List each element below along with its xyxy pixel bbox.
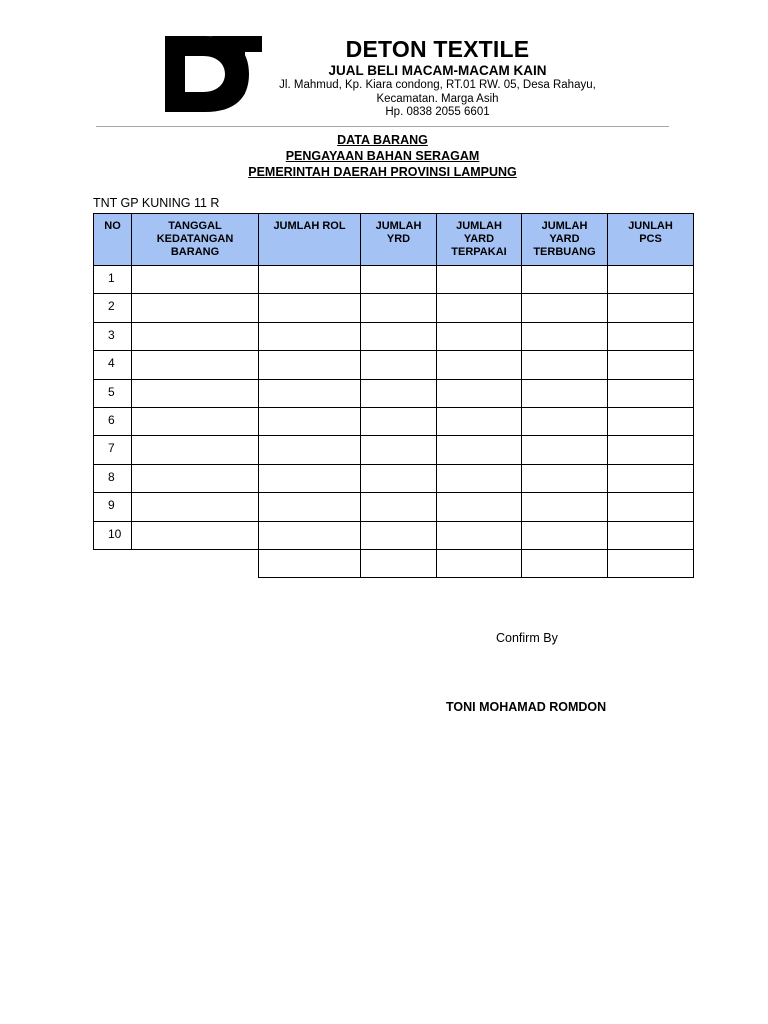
table-cell <box>607 521 694 550</box>
table-cell <box>131 265 259 294</box>
table-cell <box>607 379 694 408</box>
address-line-1: Jl. Mahmud, Kp. Kiara condong, RT.01 RW. 05, Desa Rahayu, <box>279 79 596 91</box>
row-number-cell: 3 <box>93 322 132 351</box>
table-cell <box>360 293 437 322</box>
table-cell <box>521 379 608 408</box>
table-cell <box>258 265 361 294</box>
table-cell <box>607 435 694 464</box>
table-cell <box>436 379 522 408</box>
row-number-cell: 2 <box>93 293 132 322</box>
column-header: JUMLAH YARD TERBUANG <box>521 213 608 266</box>
row-number-cell: 9 <box>93 492 132 521</box>
header-divider <box>96 126 669 127</box>
column-header: JUMLAH YRD <box>360 213 437 266</box>
table-cell <box>360 322 437 351</box>
row-number-cell: 7 <box>93 435 132 464</box>
column-header: JUNLAH PCS <box>607 213 694 266</box>
table-cell <box>258 492 361 521</box>
column-header: JUMLAH ROL <box>258 213 361 266</box>
total-cell <box>360 549 437 578</box>
column-header: JUMLAH YARD TERPAKAI <box>436 213 522 266</box>
item-code: TNT GP KUNING 11 R <box>93 196 220 210</box>
table-cell <box>131 492 259 521</box>
table-cell <box>258 350 361 379</box>
table-cell <box>521 407 608 436</box>
table-cell <box>360 265 437 294</box>
table-cell <box>258 322 361 351</box>
table-cell <box>521 435 608 464</box>
table-cell <box>131 293 259 322</box>
table-cell <box>436 407 522 436</box>
table-cell <box>258 435 361 464</box>
table-cell <box>521 265 608 294</box>
phone-number: Hp. 0838 2055 6601 <box>385 106 490 118</box>
company-name: DETON TEXTILE <box>345 36 530 62</box>
company-tagline: JUAL BELI MACAM-MACAM KAIN <box>328 63 547 78</box>
table-cell <box>607 322 694 351</box>
table-cell <box>436 492 522 521</box>
table-cell <box>360 407 437 436</box>
title-line-3: PEMERINTAH DAERAH PROVINSI LAMPUNG <box>248 165 517 179</box>
table-cell <box>521 464 608 493</box>
table-cell <box>607 265 694 294</box>
table-cell <box>360 435 437 464</box>
table-cell <box>131 435 259 464</box>
table-cell <box>131 322 259 351</box>
total-cell <box>607 549 694 578</box>
row-number-cell: 6 <box>93 407 132 436</box>
table-cell <box>360 492 437 521</box>
table-cell <box>258 407 361 436</box>
table-cell <box>360 379 437 408</box>
table-cell <box>607 464 694 493</box>
table-cell <box>607 492 694 521</box>
document-titles <box>96 132 669 180</box>
table-cell <box>258 464 361 493</box>
table-cell <box>131 350 259 379</box>
table-cell <box>436 435 522 464</box>
table-cell <box>521 293 608 322</box>
table-cell <box>607 293 694 322</box>
table-cell <box>607 407 694 436</box>
table-cell <box>436 464 522 493</box>
row-number-cell: 8 <box>93 464 132 493</box>
table-cell <box>521 322 608 351</box>
total-cell <box>521 549 608 578</box>
address-line-2: Kecamatan. Marga Asih <box>376 92 499 105</box>
table-cell <box>521 521 608 550</box>
table-cell <box>131 521 259 550</box>
confirm-label: Confirm By <box>496 631 558 645</box>
table-cell <box>258 521 361 550</box>
table-cell <box>131 407 259 436</box>
row-number-cell: 10 <box>93 521 132 550</box>
table-cell <box>436 322 522 351</box>
table-cell <box>436 265 522 294</box>
table-cell <box>436 350 522 379</box>
table-cell <box>360 464 437 493</box>
title-line-1: DATA BARANG <box>337 133 428 147</box>
table-cell <box>360 350 437 379</box>
table-cell <box>258 379 361 408</box>
column-header: NO <box>93 213 132 266</box>
title-line-2: PENGAYAAN BAHAN SERAGAM <box>285 149 480 163</box>
table-cell <box>131 379 259 408</box>
total-cell <box>436 549 522 578</box>
total-cell <box>258 549 361 578</box>
column-header: TANGGAL KEDATANGAN BARANG <box>131 213 259 266</box>
signer-name: TONI MOHAMAD ROMDON <box>446 700 607 714</box>
company-logo <box>165 36 265 117</box>
table-cell <box>521 492 608 521</box>
table-cell <box>360 521 437 550</box>
table-cell <box>258 293 361 322</box>
row-number-cell: 5 <box>93 379 132 408</box>
table-cell <box>521 350 608 379</box>
row-number-cell: 4 <box>93 350 132 379</box>
table-cell <box>436 521 522 550</box>
row-number-cell: 1 <box>93 265 132 294</box>
letterhead <box>265 36 610 120</box>
table-cell <box>436 293 522 322</box>
table-cell <box>607 350 694 379</box>
table-cell <box>131 464 259 493</box>
